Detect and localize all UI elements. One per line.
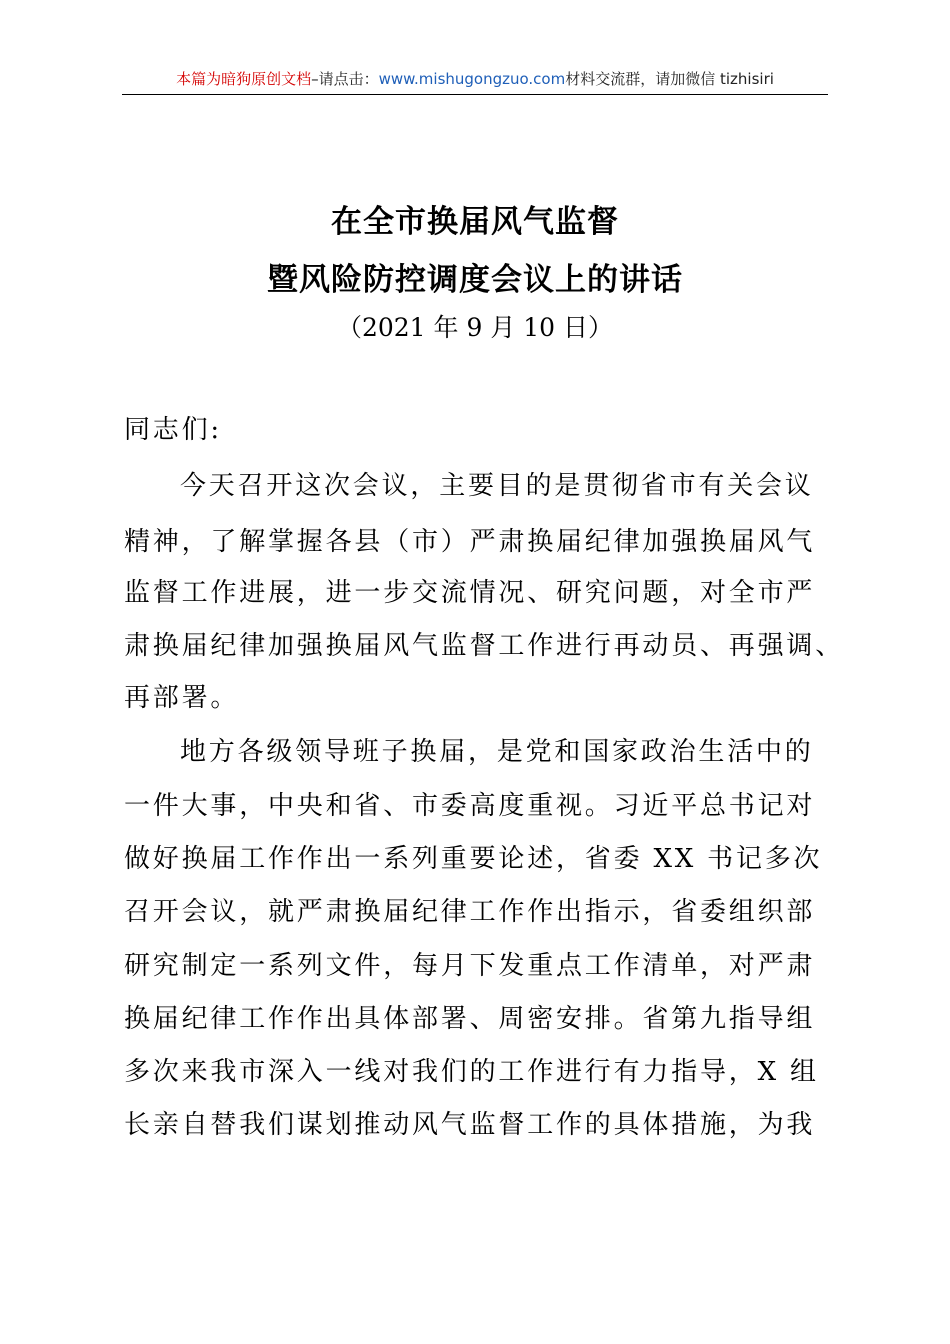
document-date: （2021 年 9 月 10 日） xyxy=(336,313,614,342)
paragraph-2-line-8: 长亲自替我们谋划推动风气监督工作的具体措施，为我 xyxy=(124,1110,816,1140)
header-brand-text: 本篇为暗狗原创文档 xyxy=(176,70,312,88)
paragraph-1-line-5: 再部署。 xyxy=(124,683,240,713)
paragraph-1-line-4: 肃换届纪律加强换届风气监督工作进行再动员、再强调、 xyxy=(124,631,845,661)
paragraph-2-line-3: 做好换届工作作出一系列重要论述，省委 XX 书记多次 xyxy=(124,844,823,874)
paragraph-1-line-3: 监督工作进展，进一步交流情况、研究问题，对全市严 xyxy=(124,578,816,608)
paragraph-2-line-2: 一件大事，中央和省、市委高度重视。习近平总书记对 xyxy=(124,791,816,821)
header-website-link[interactable]: www.mishugongzuo.com xyxy=(378,70,566,88)
page-header xyxy=(122,66,828,95)
paragraph-1-line-2: 精神，了解掌握各县（市）严肃换届纪律加强换届风气 xyxy=(124,527,816,557)
paragraph-2-line-4: 召开会议，就严肃换届纪律工作作出指示，省委组织部 xyxy=(124,897,816,927)
paragraph-2-line-7: 多次来我市深入一线对我们的工作进行有力指导，X 组 xyxy=(124,1057,819,1087)
paragraph-1-line-1: 今天召开这次会议，主要目的是贯彻省市有关会议 xyxy=(180,471,814,501)
paragraph-2-line-5: 研究制定一系列文件，每月下发重点工作清单，对严肃 xyxy=(124,951,816,981)
paragraph-2-line-1: 地方各级领导班子换届，是党和国家政治生活中的 xyxy=(180,737,814,767)
salutation: 同志们: xyxy=(124,415,222,445)
document-title-line-1: 在全市换届风气监督 xyxy=(331,204,619,240)
header-prompt-text: –请点击： xyxy=(311,70,379,88)
paragraph-2-line-6: 换届纪律工作作出具体部署、周密安排。省第九指导组 xyxy=(124,1004,816,1034)
header-contact-text: 材料交流群，请加微信 tizhisiri xyxy=(565,70,774,88)
document-title-line-2: 暨风险防控调度会议上的讲话 xyxy=(267,262,683,298)
